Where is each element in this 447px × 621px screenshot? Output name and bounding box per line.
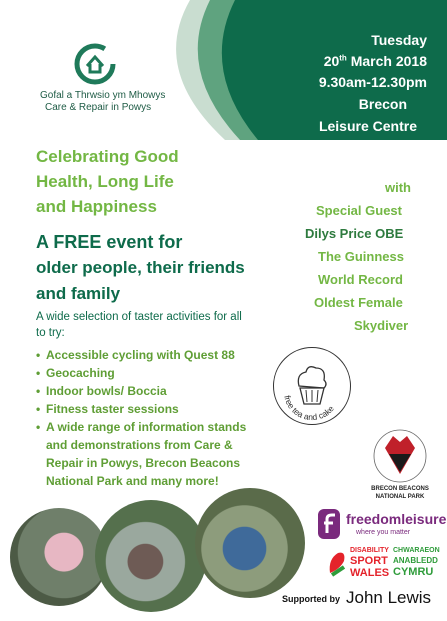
cupcake-icon [274,348,350,424]
photo-camera-man-icon [195,488,305,598]
intro-line1: A wide selection of taster activities for all [36,311,242,323]
guest-desc-line1: The Guinness [318,249,404,264]
org-name-welsh: Gofal a Thrwsio ym Mhowys [40,90,166,101]
photo-ladies-icon [10,508,108,606]
dsw-figure-icon [326,547,348,577]
photo-wheelchair-icon [95,500,207,612]
guest-name: Dilys Price OBE [305,226,404,241]
bbnp-name-line2: NATIONAL PARK [375,494,425,500]
chwaraeon-line3: CYMRU [393,566,434,578]
event-month-year: March 2018 [350,53,427,69]
org-name-english: Care & Repair in Powys [45,102,152,113]
free-event-line3: and family [36,284,121,303]
event-venue-line2: Leisure Centre [318,118,417,134]
activity-item: • Indoor bowls/ Boccia [36,384,167,398]
freedom-name: freedomleisure [346,511,447,527]
dsw-line1: DISABILITY [350,547,389,554]
guest-label: Special Guest [316,203,402,218]
event-time: 9.30am-12.30pm [318,74,427,90]
activity-item-continued: Repair in Powys, Brecon Beacons [46,456,241,470]
guest-with: with [385,180,411,195]
guest-desc-line2: World Record [318,272,403,287]
headline-line1: Celebrating Good [36,147,179,166]
free-tea-cake-stamp [273,347,351,425]
dsw-line2: SPORT [350,555,388,567]
house-swirl-icon [73,42,117,86]
chwaraeon-line2: ANABLEDD [393,556,438,565]
event-date-suffix: th [339,53,347,63]
free-event-line1: A FREE event for [36,232,183,252]
stamp-text: free tea and cake [282,394,336,423]
bbnp-emblem-icon [365,428,435,484]
dsw-line3: WALES [350,567,390,579]
intro-line2: to try: [36,327,65,339]
brecon-beacons-logo [365,428,435,508]
bbnp-name-line1: BRECON BEACONS [371,486,429,492]
chwaraeon-line1: CHWARAEON [393,547,440,554]
freedom-leisure-logo [316,505,446,545]
event-day: Tuesday [371,32,427,48]
event-venue-line1: Brecon [358,96,407,112]
disability-sport-wales-logo [326,545,444,581]
guest-desc-line4: Skydiver [354,318,409,333]
activity-item: • A wide range of information stands [36,420,247,434]
activity-item-continued: and demonstrations from Care & [46,438,233,452]
freedom-f-icon [316,507,342,541]
headline-line3: and Happiness [36,197,157,216]
activity-item: • Geocaching [36,366,115,380]
free-event-line2: older people, their friends [36,258,245,277]
activity-item: • Accessible cycling with Quest 88 [36,348,235,362]
activity-item-continued: National Park and many more! [46,474,219,488]
john-lewis-logo: John Lewis [346,588,432,607]
freedom-tagline: where you matter [356,529,411,536]
headline-line2: Health, Long Life [36,172,174,191]
event-date-number: 20 [323,53,340,69]
event-date [324,53,427,69]
guest-desc-line3: Oldest Female [314,295,403,310]
supported-by-label: Supported by [282,594,340,604]
activity-item: • Fitness taster sessions [36,402,179,416]
